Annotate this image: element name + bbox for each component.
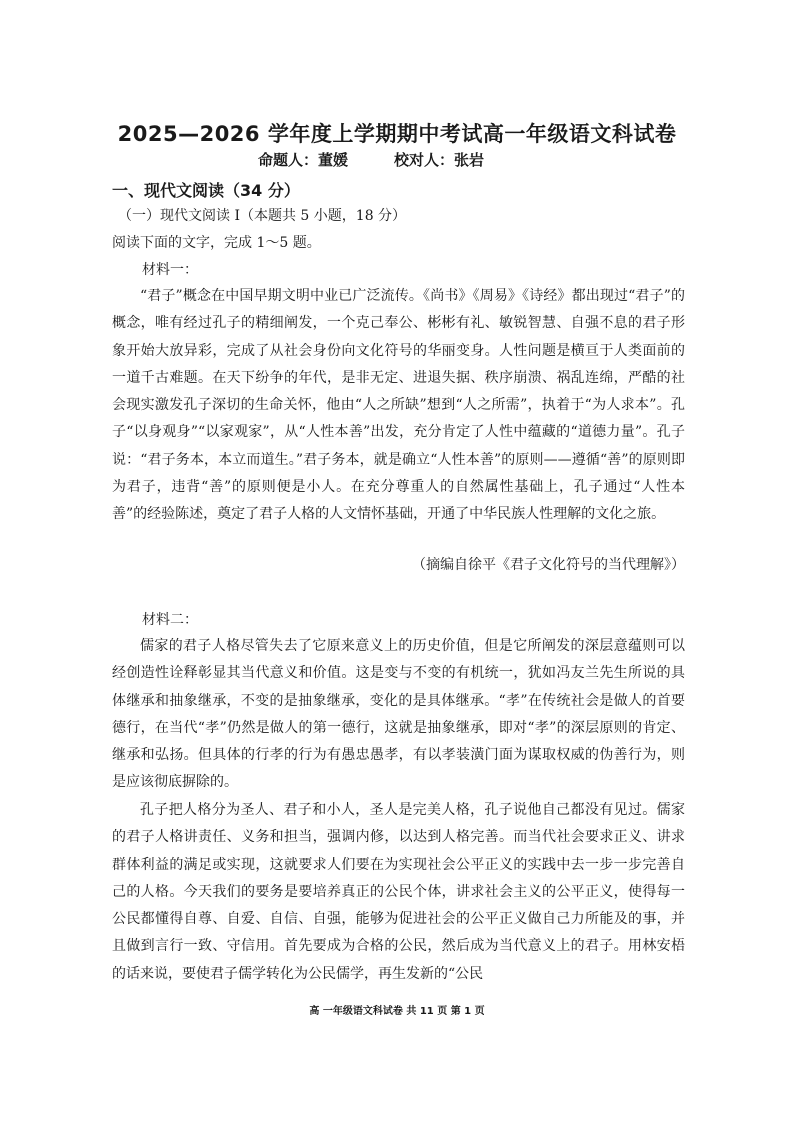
author-line [258, 149, 484, 170]
reading-instruction: 阅读下面的文字，完成 1～5 题。 [112, 235, 321, 251]
material-two-paragraph-2: 孔子把人格分为圣人、君子和小人，圣人是完美人格，孔子说他自己都没有见过。儒家的君子人格讲责任、义务和担当，强调内修，以达到人格完善。而当代社会要求正义、讲求群体利益的满足或实现，这就要求人们要在为实现社会公平正义的实践中去一步一步完善自己的人格。今天我们的要务是要培养真正的公民个体，讲求社会主义的公平正义，使得每一公民都懂得自尊、自爱、自信、自强，能够为促进社会的公平正义做自己力所能及的事，并且做到言行一致、守信用。首先要成为合格的公民，然后成为当代意义上的君子。用林安梧的话来说，要使君子儒学转化为公民儒学，再生发新的“公民 [112, 802, 685, 982]
material-two-paragraph-1: 儒家的君子人格尽管失去了它原来意义上的历史价值，但是它所阐发的深层意蕴则可以经创造性诠释彰显其当代意义和价值。这是变与不变的有机统一，犹如冯友兰先生所说的具体继承和抽象继承，不变的是抽象继承，变化的是具体继承。“孝”在传统社会是做人的首要德行，在当代“孝”仍然是做人的第一德行，这就是抽象继承，即对“孝”的深层原则的肯定、继承和弘扬。但具体的行孝的行为有愚忠愚孝，有以孝装潢门面为谋取权威的伪善行为，则是应该彻底摒除的。 [112, 638, 685, 791]
subsection-heading: （一）现代文阅读 I（本题共 5 小题，18 分） [118, 208, 407, 224]
question-setter: 命题人：董媛 [258, 151, 349, 169]
page-title: 2025—2026 学年度上学期期中考试高一年级语文科试卷 [117, 122, 677, 146]
proofreader: 校对人：张岩 [394, 151, 485, 169]
material-one-paragraph: “君子”概念在中国早期文明中业已广泛流传。《尚书》《周易》《诗经》都出现过“君子”的概念，唯有经过孔子的精细阐发，一个克己奉公、彬彬有礼、敏锐智慧、自强不息的君子形象开始大放异彩，完成了从社会身份向文化符号的华丽变身。人性问题是横亘于人类面前的一道千古难题。在天下纷争的年代，是非无定、进退失据、秩序崩溃、祸乱连绵，严酷的社会现实激发孔子深切的生命关怀，他由“人之所缺”想到“人之所需”，执着于“为人求本”。孔子“以身观身”“以家观家”，从“人性本善”出发，充分肯定了人性中蕴藏的“道德力量”。孔子说：“君子务本，本立而道生。”君子务本，就是确立“人性本善”的原则——遵循“善”的原则即为君子，违背“善”的原则便是小人。在充分尊重人的自然属性基础上，孔子通过“人性本善”的经验陈述，奠定了君子人格的人文情怀基础，开通了中华民族人性理解的文化之旅。 [112, 288, 685, 523]
material-one-source: （摘编自徐平《君子文化符号的当代理解》） [412, 557, 685, 573]
page-footer: 高 一年级语文科试卷 共 11 页 第 1 页 [309, 1006, 485, 1017]
material-two-label: 材料二： [142, 612, 198, 628]
material-one-label: 材料一： [142, 262, 198, 278]
section-heading: 一、现代文阅读（34 分） [112, 181, 300, 200]
